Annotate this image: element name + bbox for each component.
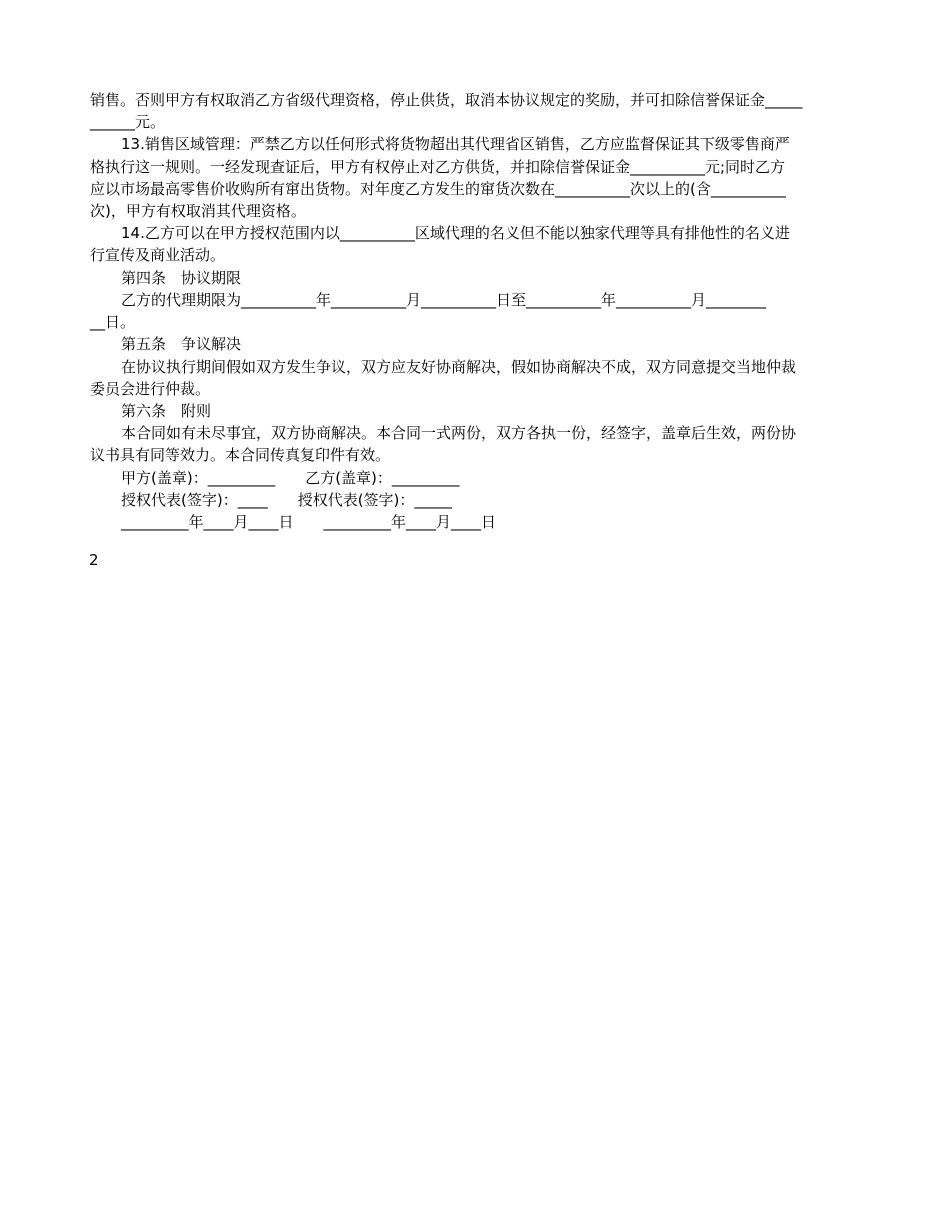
article-5-heading: 第五条 争议解决 — [121, 335, 242, 353]
text-line: 本合同如有未尽事宜，双方协商解决。本合同一式两份，双方各执一份，经签字，盖章后生效，两份协 — [121, 424, 797, 442]
article-6-heading: 第六条 附则 — [121, 402, 212, 420]
clause-14-line: 14.乙方可以在甲方授权范围内以__________区域代理的名义但不能以独家代理等具有排他性的名义进 — [121, 224, 790, 242]
text-line: 应以市场最高零售价收购所有窜出货物。对年度乙方发生的窜货次数在__________次以上的(含__________ — [90, 180, 786, 198]
text-line: 委员会进行仲裁。 — [90, 380, 211, 398]
party-seal-line: 甲方(盖章)：_________ 乙方(盖章)：_________ — [121, 469, 460, 487]
text-line: 在协议执行期间假如双方发生争议，双方应友好协商解决，假如协商解决不成，双方同意提交当地仲裁 — [121, 358, 797, 376]
text-line: 次)，甲方有权取消其代理资格。 — [90, 202, 306, 220]
text-line: 议书具有同等效力。本合同传真复印件有效。 — [90, 446, 391, 464]
text-line: ______元。 — [90, 113, 166, 131]
clause-13-line: 13.销售区域管理：严禁乙方以任何形式将货物超出其代理省区销售，乙方应监督保证其下级零售商严 — [121, 135, 790, 153]
text-line: 销售。否则甲方有权取消乙方省级代理资格，停止供货，取消本协议规定的奖励，并可扣除信誉保证金_____ — [90, 91, 803, 109]
text-line: 乙方的代理期限为__________年__________月__________日至__________年__________月________ — [121, 291, 767, 309]
page-number: 2 — [89, 551, 99, 569]
text-line: 行宣传及商业活动。 — [90, 246, 226, 264]
text-line: __日。 — [90, 313, 136, 331]
signature-line: 授权代表(签字)：____ 授权代表(签字)：_____ — [121, 491, 452, 509]
text-line: 格执行这一规则。一经发现查证后，甲方有权停止对乙方供货，并扣除信誉保证金__________元;同时乙方 — [90, 158, 786, 176]
article-4-heading: 第四条 协议期限 — [121, 269, 242, 287]
date-line: _________年____月____日 _________年____月____日 — [121, 513, 497, 531]
